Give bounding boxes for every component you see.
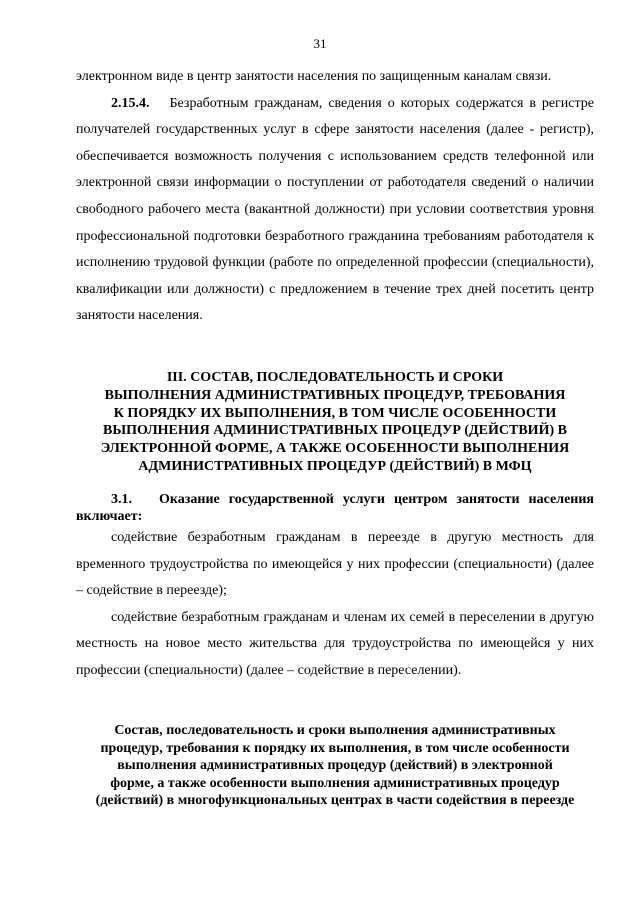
subheading-line: Состав, последовательность и сроки выполнения административных	[114, 723, 556, 738]
heading-line: АДМИНИСТРАТИВНЫХ ПРОЦЕДУР (ДЕЙСТВИЙ) В МФЦ	[138, 458, 532, 474]
paragraph-2-15-4	[76, 91, 594, 330]
list-item: содействие безработным гражданам в переезде в другую местность для временного трудоустройства по имеющейся у них профессии (специальности) (далее – содействие в переезде);	[76, 530, 594, 599]
body-text-block	[76, 64, 594, 330]
section-3-1-text: Оказание государственной услуги центром занятости населения	[159, 492, 594, 507]
section-3-1-title	[76, 491, 594, 525]
list-item: содействие безработным гражданам и членам их семей в переселении в другую местность на новое место жительства для трудоустройства по имеющейся у них профессии (специальности) (далее – содействие в переселении).	[76, 609, 594, 678]
services-list	[76, 525, 594, 685]
heading-line: III. СОСТАВ, ПОСЛЕДОВАТЕЛЬНОСТЬ И СРОКИ	[166, 370, 504, 385]
heading-line: ВЫПОЛНЕНИЯ АДМИНИСТРАТИВНЫХ ПРОЦЕДУР (ДЕЙСТВИЙ) В	[103, 423, 567, 439]
section-3-1-line	[76, 491, 594, 508]
paragraph-number: 2.15.4.	[111, 95, 150, 111]
section-3-heading	[76, 369, 594, 476]
subheading-line: выполнения административных процедур (действий) в электронной	[117, 758, 553, 774]
heading-line: ВЫПОЛНЕНИЯ АДМИНИСТРАТИВНЫХ ПРОЦЕДУР, ТРЕБОВАНИЯ	[104, 387, 566, 403]
section-3-1-line-2: включает:	[76, 509, 143, 524]
subheading-line: форме, а также особенности выполнения административных процедур	[110, 775, 560, 791]
heading-line: К ПОРЯДКУ ИХ ВЫПОЛНЕНИЯ, В ТОМ ЧИСЛЕ ОСОБЕННОСТИ	[113, 405, 557, 421]
page-number: 31	[313, 36, 327, 51]
subsection-heading	[76, 722, 594, 810]
continuation-paragraph: электронном виде в центр занятости населения по защищенным каналам связи.	[76, 69, 552, 84]
heading-line: ЭЛЕКТРОННОЙ ФОРМЕ, А ТАКЖЕ ОСОБЕННОСТИ ВЫПОЛНЕНИЯ	[100, 441, 570, 457]
paragraph-text: Безработным гражданам, сведения о которых содержатся в регистре получателей государственных услуг в сфере занятости населения (далее - регистр), обеспечивается возможность получения с использованием средств телефонной или электронной связи информации о поступлении от работодателя сведений о наличии свободного рабочего места (вакантной должности) при условии соответствия уровня профессиональной подготовки безработного гражданина требованиям работодателя к исполнению трудовой функции (работе по определенной профессии (специальности), квалификации или должности) с предложением в течение трех дней посетить центр занятости населения.	[76, 95, 594, 324]
section-3-1-number: 3.1.	[111, 492, 132, 507]
subheading-line: процедур, требования к порядку их выполнения, в том числе особенности	[100, 740, 570, 756]
subheading-line: (действий) в многофункциональных центрах в части содействия в переезде	[95, 793, 575, 809]
